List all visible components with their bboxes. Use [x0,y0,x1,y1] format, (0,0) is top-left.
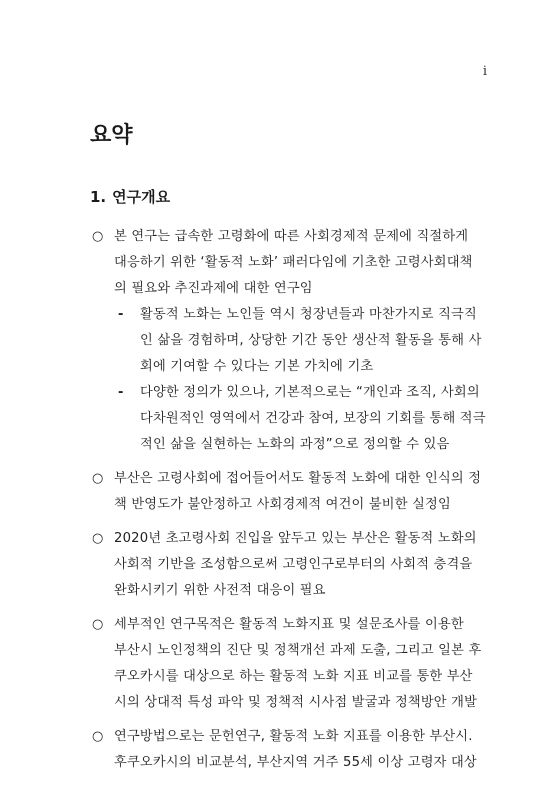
text-line: 책 반영도가 불안정하고 사회경제적 여건이 불비한 실정임 [114,497,451,512]
section-title: 연구개요 [112,188,171,206]
bullet-item [88,724,498,776]
text-line: 대응하기 위한 ‘활동적 노화’ 패러다임에 기초한 고령사회대책 [114,255,473,270]
text-line: 사회적 기반을 조성함으로써 고령인구로부터의 사회적 충격을 [114,557,473,572]
text-line: 쿠오카시를 대상으로 하는 활동적 노화 지표 비교를 통한 부산 [114,669,473,684]
bullet-item [88,526,498,604]
text-line: 활동적 노화는 노인들 역시 청장년들과 마찬가지로 직극직 [140,307,477,322]
text-line: 본 연구는 급속한 고령화에 따른 사회경제적 문제에 직절하게 [114,229,469,244]
text-line: 다차원적인 영역에서 건강과 참여, 보장의 기회를 통해 적극 [140,411,486,426]
page-title: 요약 [90,123,133,148]
body-content [88,224,498,784]
section-heading [90,186,170,207]
text-line: 다양한 정의가 있으나, 기본적으로는 “개인과 조직, 사회의 [140,385,480,400]
text-line: 2020년 초고령사회 진입을 앞두고 있는 부산은 활동적 노화의 [114,531,477,546]
text-line: 연구방법으로는 문헌연구, 활동적 노화 지표를 이용한 부산시. [114,729,473,744]
dash-mark: - [118,385,124,400]
text-line: 적인 삶을 실현하는 노화의 과정”으로 정의할 수 있음 [140,437,450,452]
text-line: 부산은 고령사회에 접어들어서도 활동적 노화에 대한 인식의 정 [114,471,482,486]
bullet-mark: ○ [92,617,104,632]
text-line: 완화시키기 위한 사전적 대응이 필요 [114,583,326,598]
sub-item [114,380,498,458]
text-line: 회에 기여할 수 있다는 기본 가치에 기초 [140,359,374,374]
bullet-item [88,466,498,518]
section-number: 1. [90,188,107,206]
bullet-item [88,612,498,716]
text-line: 후쿠오카시의 비교분석, 부산지역 거주 55세 이상 고령자 대상 [114,755,477,770]
sub-item [114,302,498,380]
text-line: 시의 상대적 특성 파악 및 정책적 시사점 발굴과 정책방안 개발 [114,695,478,710]
bullet-mark: ○ [92,729,104,744]
dash-mark: - [118,307,124,322]
bullet-mark: ○ [92,531,104,546]
bullet-mark: ○ [92,471,104,486]
text-line: 인 삶을 경험하며, 상당한 기간 동안 생산적 활동을 통해 사 [140,333,482,348]
text-line: 의 필요와 추진과제에 대한 연구임 [114,281,313,296]
bullet-mark: ○ [92,229,104,244]
bullet-item [88,224,498,458]
page-number: i [482,64,487,79]
text-line: 부산시 노인정책의 진단 및 정책개선 과제 도출, 그리고 일본 후 [114,643,482,658]
text-line: 세부적인 연구목적은 활동적 노화지표 및 설문조사를 이용한 [114,617,464,632]
